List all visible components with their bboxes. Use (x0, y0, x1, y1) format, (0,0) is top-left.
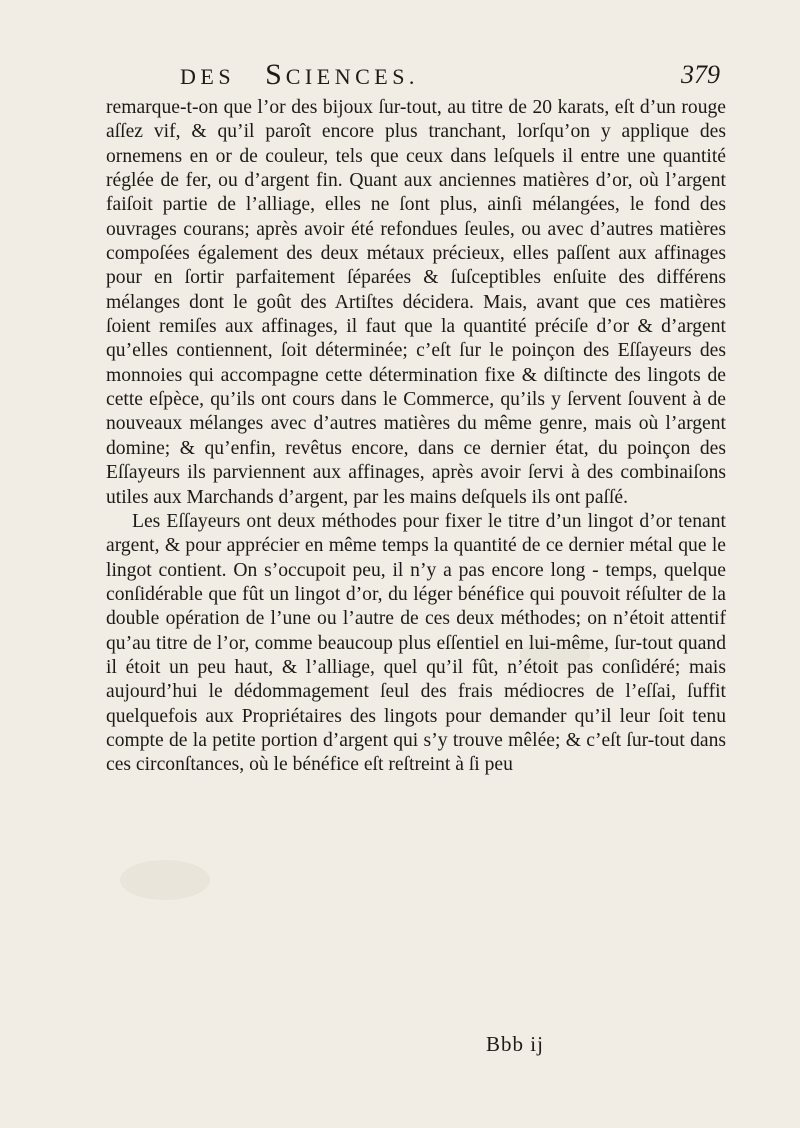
running-title-initial: S (265, 58, 286, 91)
paragraph-2: Les Eſſayeurs ont deux méthodes pour fixer le titre d’un lingot d’or tenant argent, & pour apprécier en même temps la quantité de ce dernier métal que le lingot contient. On s’occupoit peu, il n’y a pas encore long - temps, quelque conſidérable que fût un lingot d’or, du léger bénéfice qui pouvoit réſulter de la double opération de l’une ou l’autre de ces deux méthodes; on n’étoit attentif qu’au titre de l’or, comme beaucoup plus eſſentiel en lui-même, ſur-tout quand il étoit un peu haut, & l’alliage, quel qu’il fût, n’étoit pas conſidéré; mais aujourd’hui le dédommagement ſeul des frais médiocres de l’eſſai, ſuffit quelquefois aux Propriétaires des lingots pour demander qu’il leur ſoit tenu compte de la petite portion d’argent qui s’y trouve mêlée; & c’eſt ſur-tout dans ces circonſtances, où le bénéfice eſt reſtreint à ſi peu (106, 510, 726, 776)
running-title-word-2: CIENCES. (285, 64, 419, 89)
body-text (106, 96, 726, 778)
paper-stain (120, 860, 210, 900)
page-number: 379 (681, 60, 720, 89)
running-title (180, 58, 419, 92)
signature-mark: Bbb ij (486, 1032, 544, 1056)
running-header (180, 58, 720, 98)
running-title-word-1: DES (180, 64, 236, 89)
paragraph-1: remarque-t-on que l’or des bijoux ſur-tout, au titre de 20 karats, eſt d’un rouge aſſez vif, & qu’il paroît encore plus tranchant, lorſqu’on y applique des ornemens en or de couleur, tels que ceux dans leſquels il entre une quantité réglée de fer, ou d’argent fin. Quant aux anciennes matières d’or, où l’argent faiſoit partie de l’alliage, elles ne ſont plus, ainſi mélangées, le fond des ouvrages courans; après avoir été refondues ſeules, ou avec d’autres matières compoſées également des deux métaux précieux, elles paſſent aux affinages pour en ſortir parfaitement ſéparées & ſuſceptibles enſuite des différens mélanges dont le goût des Artiſtes décidera. Mais, avant que ces matières ſoient remiſes aux affinages, il faut que la quantité préciſe d’or & d’argent qu’elles contiennent, ſoit déterminée; c’eſt ſur le poinçon des Eſſayeurs des monnoies qui accompagne cette détermination fixe & diſtincte des lingots de cette eſpèce, qu’ils ont cours dans le Commerce, qu’ils y ſervent ſouvent à de nouveaux mélanges avec d’autres matières du même genre, mais où l’argent domine; & qu’enfin, revêtus encore, dans ce dernier état, du poinçon des Eſſayeurs ils parviennent aux affinages, après avoir ſervi à des combinaiſons utiles aux Marchands d’argent, par les mains deſquels ils ont paſſé. (106, 97, 726, 508)
